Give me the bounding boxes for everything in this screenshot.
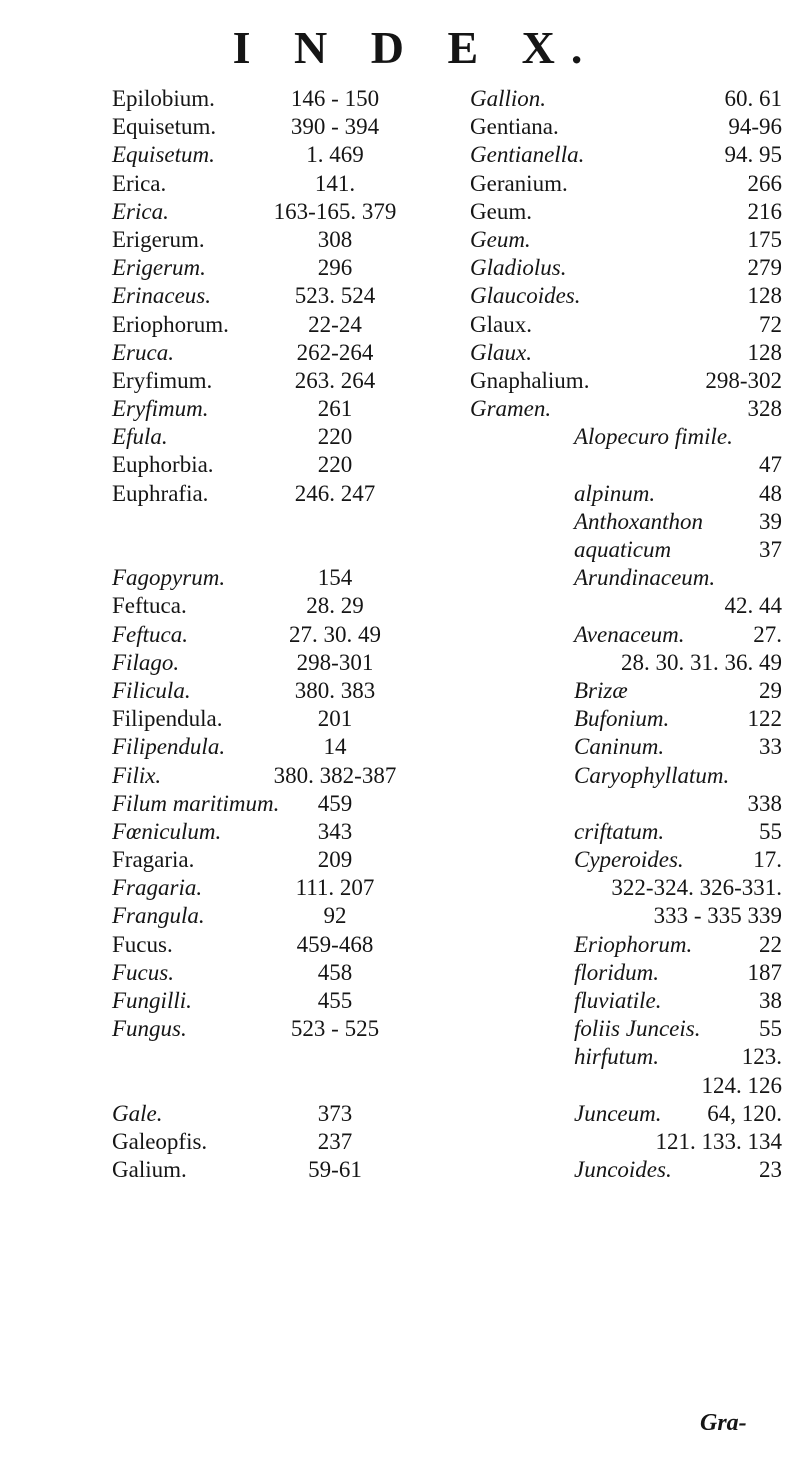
index-entry [112, 592, 442, 620]
index-entry [470, 1100, 788, 1128]
index-entry [112, 931, 442, 959]
index-page-refs: 121. 133. 134 [655, 1128, 782, 1154]
index-term: hirfutum. [574, 1044, 659, 1070]
index-page-refs: 298-302 [705, 367, 782, 393]
index-entry [470, 198, 788, 226]
index-entry [112, 846, 442, 874]
index-term: Fungilli. [112, 988, 192, 1013]
index-page-refs: 72 [759, 311, 782, 337]
index-page-refs: 328 [747, 396, 782, 422]
index-entry [112, 226, 442, 254]
index-page-refs: 220 [317, 424, 353, 450]
index-page-refs: 523 - 525 [290, 1016, 380, 1042]
index-page-refs: 33 [759, 734, 782, 760]
index-term: Gallion. [470, 86, 547, 111]
index-entry [470, 85, 788, 113]
index-term: Geum. [470, 198, 532, 224]
index-term: Junceum. [574, 1100, 662, 1126]
index-term: Fucus. [112, 959, 174, 985]
index-entry [112, 762, 442, 790]
index-entry [470, 621, 788, 649]
catchword: Gra- [700, 1410, 747, 1436]
index-term: Erigerum. [112, 255, 206, 281]
index-page-refs: 29 [759, 677, 782, 703]
index-column-left [112, 85, 442, 1184]
index-entry [470, 536, 788, 564]
index-page-refs: 201 [317, 706, 353, 732]
index-term: aquaticum [574, 537, 672, 562]
index-entry [112, 1156, 442, 1184]
index-entry [470, 451, 788, 479]
index-page-refs: 455 [317, 988, 353, 1013]
index-term: Erica. [112, 198, 169, 224]
index-page-refs: 266 [747, 170, 782, 196]
index-page-refs: 122 [747, 706, 782, 732]
index-entry [112, 733, 442, 761]
index-entry [470, 141, 788, 169]
index-page-refs: 237 [317, 1128, 353, 1154]
index-term: Fragaria. [112, 847, 195, 873]
index-entry [112, 1100, 442, 1128]
index-term: Galeopfis. [112, 1128, 208, 1154]
index-page-refs: 55 [759, 818, 782, 844]
index-page-refs: 343 [317, 818, 353, 844]
index-term: Filipendula. [112, 734, 226, 760]
index-term: Euphrafia. [112, 480, 209, 506]
index-page-refs: 92 [323, 903, 347, 929]
index-entry [112, 902, 442, 930]
index-entry [470, 226, 788, 254]
index-gap [112, 508, 442, 536]
index-page-refs: 23 [759, 1157, 782, 1183]
index-page-refs: 322-324. 326-331. [611, 875, 782, 901]
index-term: Bufonium. [574, 706, 670, 732]
index-term: Filipendula. [112, 706, 223, 732]
index-entry [112, 198, 442, 226]
index-term: alpinum. [574, 480, 656, 506]
index-term: Gentianella. [470, 142, 585, 168]
index-entry [112, 677, 442, 705]
index-page-refs: 298-301 [296, 649, 374, 675]
index-entry [112, 621, 442, 649]
index-entry [470, 254, 788, 282]
index-page-refs: 175 [747, 226, 782, 252]
index-entry [470, 931, 788, 959]
index-entry [470, 959, 788, 987]
index-term: Feftuca. [112, 621, 188, 647]
page-header: I N D E X. [232, 22, 599, 73]
index-entry [470, 705, 788, 733]
index-entry [470, 113, 788, 141]
index-page-refs: 373 [317, 1100, 353, 1126]
index-page-refs: 296 [317, 255, 353, 281]
index-term: Filicula. [112, 677, 191, 703]
index-page-refs: 390 - 394 [290, 114, 380, 140]
index-term: Gale. [112, 1100, 163, 1126]
index-entry [470, 846, 788, 874]
index-entry [112, 85, 442, 113]
index-page-refs: 128 [747, 339, 782, 365]
index-term: Eryfimum. [112, 367, 213, 393]
index-page-refs: 279 [747, 255, 782, 281]
index-term: Gramen. [470, 396, 552, 422]
index-entry [112, 649, 442, 677]
index-page-refs: 27. [753, 621, 782, 647]
index-page-refs: 154 [317, 565, 353, 591]
index-term: Fagopyrum. [112, 565, 226, 591]
index-term: Erica. [112, 170, 167, 196]
index-term: Filago. [112, 649, 180, 675]
index-page-refs: 246. 247 [294, 480, 376, 506]
index-page-refs: 64, 120. [707, 1100, 782, 1126]
index-entry [470, 564, 788, 592]
index-page-refs: 94-96 [728, 114, 782, 140]
index-page-refs: 111. 207 [295, 875, 375, 901]
index-entry [112, 423, 442, 451]
index-term: Efula. [112, 424, 168, 450]
index-term: Eriophorum. [112, 311, 229, 337]
index-entry [470, 987, 788, 1015]
index-entry [112, 705, 442, 733]
index-entry [112, 1015, 442, 1043]
index-page-refs: 380. 382-387 [273, 762, 397, 788]
index-entry [112, 367, 442, 395]
index-entry [470, 311, 788, 339]
index-page-refs: 17. [753, 847, 782, 873]
index-term: Filix. [112, 762, 162, 788]
index-term: Erinaceus. [112, 283, 212, 309]
index-entry [470, 170, 788, 198]
index-entry [470, 1128, 788, 1156]
index-entry [112, 282, 442, 310]
index-entry [470, 902, 788, 930]
index-entry [112, 451, 442, 479]
index-term: Gnaphalium. [470, 367, 590, 393]
index-page-refs: 27. 30. 49 [289, 621, 381, 647]
index-page-refs: 220 [317, 452, 353, 478]
index-page-refs: 187 [747, 959, 782, 985]
index-page-refs: 42. 44 [724, 593, 782, 619]
index-page-refs: 458 [317, 959, 353, 985]
index-term: Brizæ [574, 677, 628, 703]
index-term: Glaux. [470, 339, 532, 365]
index-page-refs: 263. 264 [294, 367, 376, 393]
index-page-refs: 216 [747, 198, 782, 224]
index-page-refs: 141. [314, 170, 356, 196]
index-term: Equisetum. [112, 142, 215, 168]
index-entry [112, 959, 442, 987]
index-entry [112, 254, 442, 282]
index-gap [112, 536, 442, 564]
index-entry [470, 818, 788, 846]
index-page-refs: 1. 469 [306, 142, 364, 168]
index-term: Alopecuro fimile. [574, 424, 733, 450]
index-term: Anthoxanthon [574, 508, 704, 534]
index-term: Glaux. [470, 311, 532, 337]
index-entry [470, 282, 788, 310]
index-term: Fungus. [112, 1016, 187, 1042]
index-entry [470, 762, 788, 790]
index-entry [112, 874, 442, 902]
index-term: Eruca. [112, 339, 174, 365]
index-page-refs: 459 [317, 790, 353, 816]
index-page-refs: 146 - 150 [290, 86, 380, 111]
index-entry [470, 480, 788, 508]
index-page-refs: 163-165. 379 [273, 198, 397, 224]
index-term: Caninum. [574, 734, 665, 760]
index-entry [470, 592, 788, 620]
index-entry [112, 170, 442, 198]
index-term: Filum maritimum. [112, 790, 280, 816]
index-entry [470, 339, 788, 367]
index-term: Frangula. [112, 903, 205, 929]
index-term: Caryophyllatum. [574, 762, 730, 788]
index-term: Juncoides. [574, 1157, 672, 1183]
index-term: Cyperoides. [574, 847, 684, 873]
index-term: floridum. [574, 959, 659, 985]
index-entry [112, 339, 442, 367]
index-page-refs: 123. [741, 1044, 782, 1070]
index-page-refs: 14 [323, 734, 347, 760]
index-page-refs: 60. 61 [724, 86, 782, 111]
index-page-refs: 380. 383 [294, 677, 376, 703]
index-page-refs: 308 [317, 226, 353, 252]
index-column-right [470, 85, 788, 1184]
index-entry [470, 733, 788, 761]
index-entry [470, 1043, 788, 1071]
index-page-refs: 523. 524 [294, 283, 376, 309]
index-gap [112, 1043, 442, 1071]
index-page-refs: 94. 95 [724, 142, 782, 168]
index-page-refs: 128 [747, 283, 782, 309]
index-term: Eriophorum. [574, 931, 693, 957]
index-term: Eryfimum. [112, 396, 209, 422]
index-term: Glaucoides. [470, 283, 581, 309]
index-page-refs: 55 [759, 1016, 782, 1042]
index-term: fluviatile. [574, 988, 662, 1013]
index-term: Equisetum. [112, 114, 217, 140]
index-term: Erigerum. [112, 226, 205, 252]
index-page-refs: 37 [759, 537, 782, 562]
index-page-refs: 48 [759, 480, 782, 506]
index-term: Galium. [112, 1157, 187, 1183]
index-entry [112, 564, 442, 592]
index-page-refs: 59-61 [308, 1157, 362, 1183]
index-term: Avenaceum. [574, 621, 685, 647]
index-term: Geranium. [470, 170, 568, 196]
index-page-refs: 459-468 [296, 931, 374, 957]
index-page-refs: 338 [747, 790, 782, 816]
index-gap [112, 1072, 442, 1100]
index-entry [112, 395, 442, 423]
index-entry [470, 1156, 788, 1184]
index-entry [470, 874, 788, 902]
index-entry [470, 1072, 788, 1100]
index-page-refs: 28. 29 [306, 593, 364, 619]
index-page-refs: 209 [317, 847, 353, 873]
index-entry [470, 677, 788, 705]
index-entry [470, 395, 788, 423]
index-term: Fœniculum. [112, 818, 222, 844]
index-entry [112, 311, 442, 339]
index-entry [470, 508, 788, 536]
index-entry [112, 1128, 442, 1156]
index-page-refs: 28. 30. 31. 36. 49 [621, 649, 782, 675]
index-entry [470, 367, 788, 395]
index-term: criftatum. [574, 818, 665, 844]
index-entry [470, 1015, 788, 1043]
index-term: Epilobium. [112, 86, 215, 111]
index-page-refs: 262-264 [296, 339, 374, 365]
index-page-refs: 333 - 335 339 [653, 903, 782, 929]
index-term: Geum. [470, 226, 531, 252]
index-page-refs: 22-24 [308, 311, 362, 337]
index-page-refs: 39 [759, 508, 782, 534]
index-term: Arundinaceum. [574, 565, 716, 591]
index-term: Feftuca. [112, 593, 187, 619]
index-entry [112, 141, 442, 169]
index-entry [112, 790, 442, 818]
index-term: Fragaria. [112, 875, 203, 901]
index-page-refs: 124. 126 [701, 1072, 782, 1098]
index-entry [112, 113, 442, 141]
index-page-refs: 22 [759, 931, 782, 957]
index-page-refs: 47 [759, 452, 782, 478]
index-term: Gentiana. [470, 114, 559, 140]
index-term: Euphorbia. [112, 452, 214, 478]
index-entry [112, 818, 442, 846]
index-entry [470, 649, 788, 677]
index-page-refs: 38 [759, 988, 782, 1013]
index-entry [470, 423, 788, 451]
index-page-refs: 261 [317, 396, 353, 422]
index-term: foliis Junceis. [574, 1016, 701, 1042]
index-term: Gladiolus. [470, 255, 567, 281]
index-entry [112, 480, 442, 508]
index-entry [112, 987, 442, 1015]
index-entry [470, 790, 788, 818]
index-term: Fucus. [112, 931, 173, 957]
